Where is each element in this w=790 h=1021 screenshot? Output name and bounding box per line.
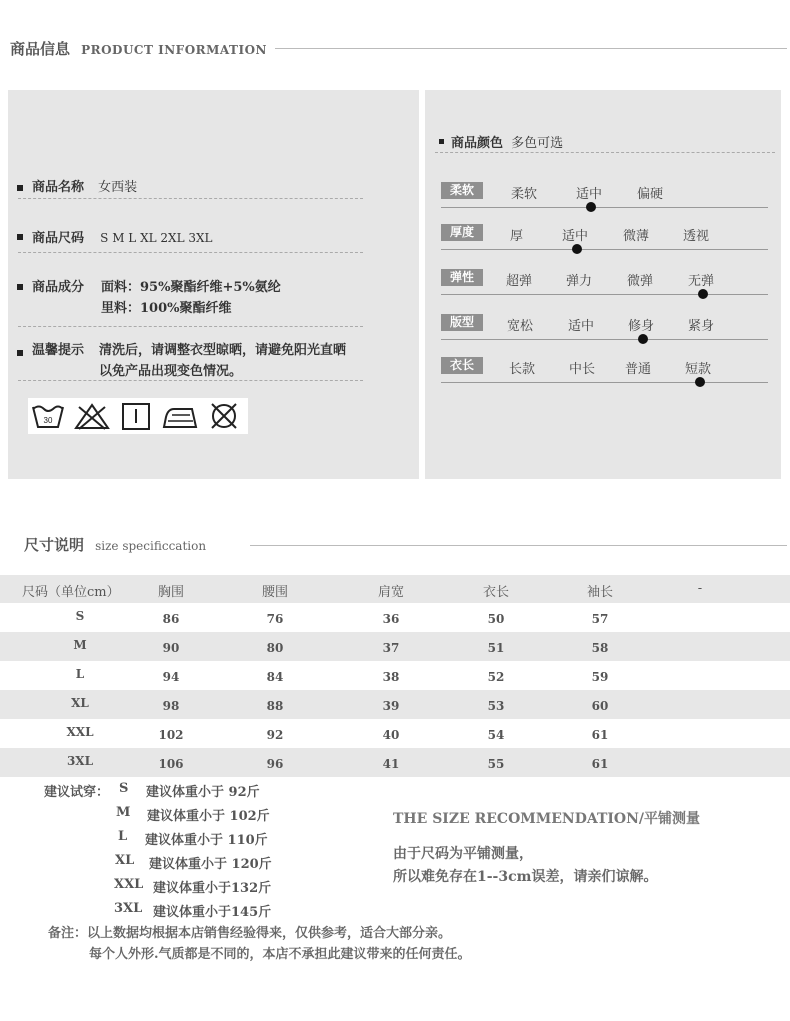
attribute-option: 透视 xyxy=(683,229,710,244)
recommendation-size: S xyxy=(119,781,129,796)
recommendation-text: 建议体重小于 102斤 xyxy=(147,809,270,824)
recommendation-size: XL xyxy=(115,853,135,868)
table-cell: 39 xyxy=(382,699,400,713)
table-header-cell: - xyxy=(697,581,703,596)
attribute-option: 适中 xyxy=(562,229,589,244)
recommendation-text: 建议体重小于 120斤 xyxy=(149,857,272,872)
attribute-label: 厚度 xyxy=(441,224,483,241)
table-cell: 36 xyxy=(382,612,400,626)
table-cell: 58 xyxy=(591,641,609,655)
table-cell: 60 xyxy=(591,699,609,713)
composition-label: 商品成分 xyxy=(32,280,85,295)
header-divider xyxy=(275,48,787,49)
table-header-cell: 胸围 xyxy=(157,585,185,600)
divider xyxy=(18,252,363,253)
attribute-label: 版型 xyxy=(441,314,483,331)
product-size-value: S M L XL 2XL 3XL xyxy=(100,231,213,245)
table-cell: 59 xyxy=(591,670,609,684)
table-cell: 94 xyxy=(162,670,180,684)
size-spec-title-cn: 尺寸说明 xyxy=(24,536,85,554)
product-info-header xyxy=(10,38,267,59)
table-cell: 61 xyxy=(591,757,609,771)
table-cell: 37 xyxy=(382,641,400,655)
table-header-cell: 肩宽 xyxy=(377,585,405,600)
remark-line-2: 每个人外形.气质都是不同的，本店不承担此建议带来的任何责任。 xyxy=(89,947,471,962)
table-cell: 80 xyxy=(266,641,284,655)
attribute-label: 弹性 xyxy=(441,269,483,286)
bullet xyxy=(17,234,23,240)
bullet xyxy=(439,139,444,144)
measure-note-title: THE SIZE RECOMMENDATION/平铺测量 xyxy=(393,811,701,827)
tips-line-2: 以免产品出现变色情况。 xyxy=(99,364,243,379)
color-row xyxy=(451,132,563,151)
attribute-option: 弹力 xyxy=(566,274,593,289)
attribute-track xyxy=(441,339,768,340)
table-row xyxy=(0,661,790,690)
table-cell: 38 xyxy=(382,670,400,684)
recommendation-size: M xyxy=(116,805,131,820)
color-value: 多色可选 xyxy=(511,136,564,151)
attribute-selected-marker xyxy=(698,289,708,299)
table-cell: 102 xyxy=(158,728,184,742)
table-cell: XXL xyxy=(66,725,94,739)
care-icons xyxy=(28,398,248,434)
product-info-title-en: PRODUCT INFORMATION xyxy=(81,43,268,57)
table-cell: 61 xyxy=(591,728,609,742)
table-row xyxy=(0,748,790,777)
product-size-label: 商品尺码 xyxy=(32,231,85,246)
table-row xyxy=(0,603,790,632)
attribute-option: 偏硬 xyxy=(637,187,664,202)
attribute-option: 微薄 xyxy=(623,229,650,244)
product-info-title-cn: 商品信息 xyxy=(10,40,71,58)
attribute-label: 衣长 xyxy=(441,357,483,374)
bullet xyxy=(17,284,23,290)
table-header-cell: 袖长 xyxy=(586,585,614,600)
tips-label: 温馨提示 xyxy=(32,343,85,358)
table-row xyxy=(0,632,790,661)
table-header-row xyxy=(0,575,790,603)
divider xyxy=(18,198,363,199)
attribute-selected-marker xyxy=(638,334,648,344)
table-cell: 86 xyxy=(162,612,180,626)
drip-dry-icon xyxy=(116,400,156,432)
table-cell: 57 xyxy=(591,612,609,626)
attribute-option: 厚 xyxy=(510,229,524,244)
table-row xyxy=(0,719,790,748)
no-dry-clean-icon xyxy=(204,400,244,432)
table-cell: 76 xyxy=(266,612,284,626)
table-cell: 51 xyxy=(487,641,505,655)
attribute-selected-marker xyxy=(586,202,596,212)
table-cell: 40 xyxy=(382,728,400,742)
recommendation-size: L xyxy=(118,829,128,844)
measure-note-line-2: 所以难免存在1--3cm误差，请亲们谅解。 xyxy=(393,869,658,885)
table-cell: 106 xyxy=(158,757,184,771)
table-cell: 52 xyxy=(487,670,505,684)
wash-30-icon xyxy=(28,400,68,432)
table-cell: 3XL xyxy=(66,754,94,768)
recommendation-size: 3XL xyxy=(114,901,143,916)
table-cell: 84 xyxy=(266,670,284,684)
divider xyxy=(18,380,363,381)
recommendation-text: 建议体重小于132斤 xyxy=(153,881,272,896)
attribute-track xyxy=(441,249,768,250)
attribute-track xyxy=(441,294,768,295)
recommendation-label: 建议试穿： xyxy=(44,785,110,800)
attribute-selected-marker xyxy=(695,377,705,387)
attribute-option: 紧身 xyxy=(688,319,715,334)
composition-line-2: 里料：100%聚酯纤维 xyxy=(101,301,232,316)
table-cell: 88 xyxy=(266,699,284,713)
attribute-option: 修身 xyxy=(628,319,655,334)
table-cell: 55 xyxy=(487,757,505,771)
table-cell: 90 xyxy=(162,641,180,655)
product-size-row xyxy=(32,227,213,246)
recommendation-text: 建议体重小于 92斤 xyxy=(146,785,260,800)
attribute-option: 中长 xyxy=(569,362,596,377)
attribute-option: 短款 xyxy=(685,362,712,377)
no-bleach-icon xyxy=(72,400,112,432)
attribute-option: 柔软 xyxy=(511,187,538,202)
table-cell: 98 xyxy=(162,699,180,713)
table-cell: L xyxy=(75,667,85,681)
table-cell: 53 xyxy=(487,699,505,713)
table-cell: 50 xyxy=(487,612,505,626)
recommendation-size: XXL xyxy=(114,877,144,892)
attribute-option: 超弹 xyxy=(506,274,533,289)
measure-note-line-1: 由于尺码为平铺测量， xyxy=(393,846,533,862)
attribute-option: 宽松 xyxy=(507,319,534,334)
table-cell: 54 xyxy=(487,728,505,742)
recommendation-text: 建议体重小于145斤 xyxy=(153,905,272,920)
remark-line-1: 备注：以上数据均根据本店销售经验得来，仅供参考，适合大部分亲。 xyxy=(48,926,452,941)
table-cell: M xyxy=(73,638,87,652)
attribute-option: 普通 xyxy=(625,362,652,377)
attribute-track xyxy=(441,382,768,383)
iron-icon xyxy=(160,400,200,432)
table-cell: 92 xyxy=(266,728,284,742)
product-name-value: 女西装 xyxy=(98,180,138,195)
size-spec-title-en: size specificcation xyxy=(95,539,207,553)
table-header-cell: 尺码（单位cm） xyxy=(22,585,120,600)
composition-line-1: 面料：95%聚酯纤维+5%氨纶 xyxy=(101,280,281,295)
product-name-row xyxy=(32,176,137,195)
attribute-option: 长款 xyxy=(509,362,536,377)
table-cell: 41 xyxy=(382,757,400,771)
table-cell: S xyxy=(75,609,85,623)
wash-temp-label: 30 xyxy=(43,416,53,425)
divider xyxy=(18,326,363,327)
size-spec-header xyxy=(24,534,206,555)
color-label: 商品颜色 xyxy=(451,136,504,151)
bullet xyxy=(17,185,23,191)
table-header-cell: 腰围 xyxy=(261,585,289,600)
attribute-label: 柔软 xyxy=(441,182,483,199)
tips-line-1: 清洗后，请调整衣型晾晒，请避免阳光直晒 xyxy=(99,343,347,358)
attribute-option: 适中 xyxy=(576,187,603,202)
attribute-track xyxy=(441,207,768,208)
recommendation-text: 建议体重小于 110斤 xyxy=(145,833,268,848)
bullet xyxy=(17,350,23,356)
table-header-cell: 衣长 xyxy=(482,585,510,600)
attribute-option: 适中 xyxy=(568,319,595,334)
attribute-selected-marker xyxy=(572,244,582,254)
attribute-option: 微弹 xyxy=(627,274,654,289)
attribute-option: 无弹 xyxy=(688,274,715,289)
table-cell: XL xyxy=(71,696,89,710)
product-name-label: 商品名称 xyxy=(32,180,85,195)
table-row xyxy=(0,690,790,719)
divider xyxy=(435,152,775,153)
size-header-divider xyxy=(250,545,787,546)
table-cell: 96 xyxy=(266,757,284,771)
